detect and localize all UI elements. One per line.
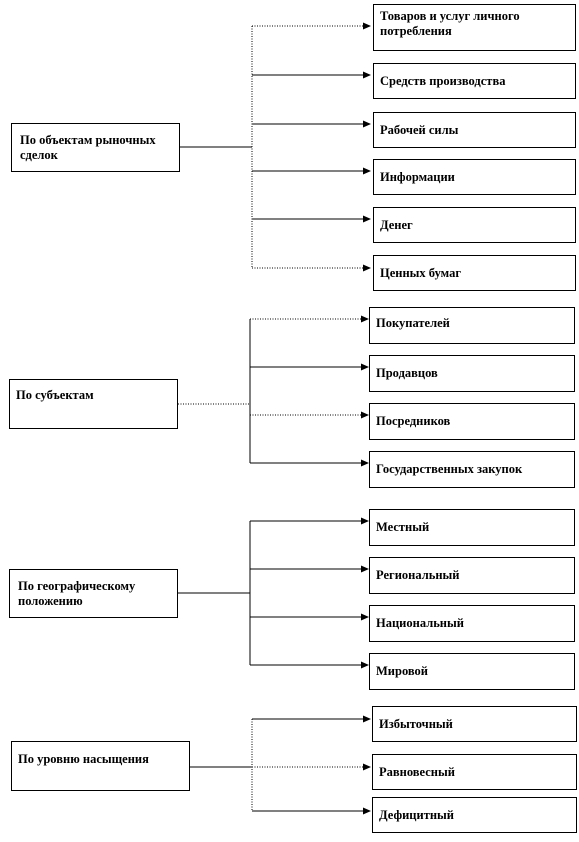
item-box-geography-4 [369,653,575,690]
item-label: Ценных бумаг [380,265,462,280]
item-box-saturation-1 [372,706,577,742]
item-box-geography-1 [369,509,575,546]
category-label: По субъектам [16,388,94,402]
item-box-objects-4 [373,159,576,195]
item-label: Дефицитный [379,807,455,822]
item-box-objects-5 [373,207,576,243]
group-subjects-connectors [178,319,368,463]
category-label: По уровню насыщения [18,752,149,766]
item-label: Товаров и услуг личного потребления [380,9,520,38]
item-label: Информации [380,169,455,184]
item-label: Денег [380,217,413,232]
item-box-objects-1 [373,4,576,51]
item-box-objects-3 [373,112,576,148]
category-label: По географическому положению [18,578,136,608]
item-box-subjects-3 [369,403,575,440]
category-box-saturation [11,741,190,791]
item-box-subjects-1 [369,307,575,344]
item-label: Региональный [376,568,460,582]
item-box-geography-2 [369,557,575,594]
item-label: Мировой [376,664,429,678]
item-box-geography-3 [369,605,575,642]
group-objects-connectors [180,26,370,268]
item-box-objects-2 [373,63,576,99]
category-box-subjects [9,379,178,429]
category-box-geography [9,569,178,618]
group-saturation-connectors [190,719,370,811]
item-label: Посредников [376,414,451,428]
item-box-saturation-2 [372,754,577,790]
item-label: Покупателей [376,316,450,330]
item-label: Избыточный [379,716,453,731]
item-label: Равновесный [379,764,455,779]
item-box-objects-6 [373,255,576,291]
item-label: Продавцов [376,366,438,380]
item-label: Средств производства [380,73,506,88]
category-label: По объектам рыночных сделок [20,132,156,162]
item-label: Национальный [376,616,464,630]
item-box-subjects-2 [369,355,575,392]
item-label: Рабочей силы [380,122,459,137]
group-geography-connectors [178,521,368,665]
category-box-objects [11,123,180,172]
item-box-saturation-3 [372,797,577,833]
item-box-subjects-4 [369,451,575,488]
item-label: Государственных закупок [376,462,523,476]
item-label: Местный [376,520,430,534]
